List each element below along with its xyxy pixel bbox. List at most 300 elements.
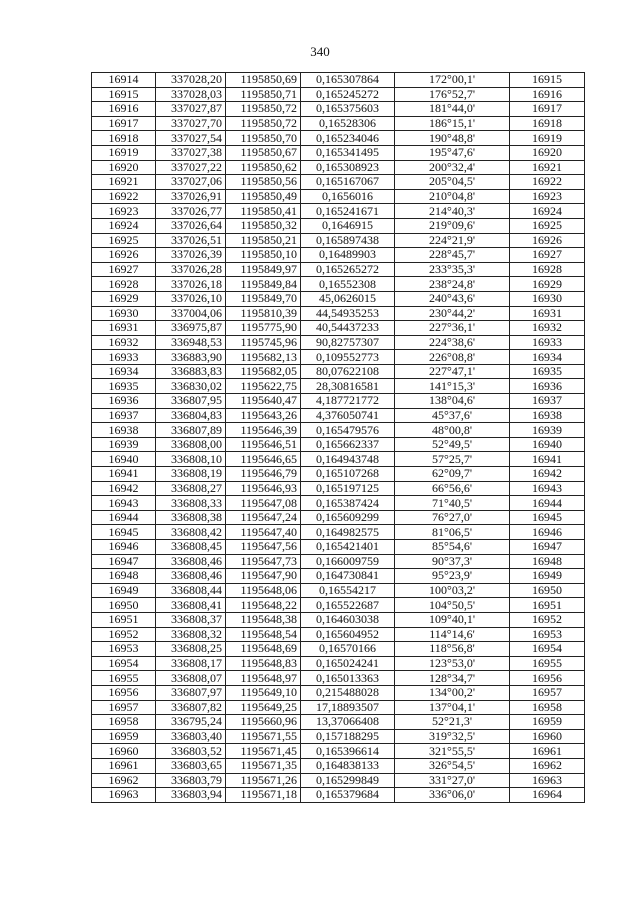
cell-y-coordinate: 1195647,56 — [226, 540, 301, 555]
cell-y-coordinate: 1195646,39 — [226, 423, 301, 438]
cell-distance: 0,166009759 — [301, 554, 395, 569]
cell-bearing: 319°32,5' — [395, 729, 510, 744]
cell-x-coordinate: 337026,64 — [156, 218, 226, 233]
cell-point-id: 16947 — [92, 554, 156, 569]
cell-bearing: 331°27,0' — [395, 773, 510, 788]
cell-next-point-id: 16939 — [510, 423, 585, 438]
cell-distance: 0,165024241 — [301, 656, 395, 671]
cell-bearing: 134°00,2' — [395, 685, 510, 700]
table-row — [92, 481, 585, 496]
cell-next-point-id: 16924 — [510, 204, 585, 219]
table-row — [92, 394, 585, 409]
cell-next-point-id: 16952 — [510, 612, 585, 627]
cell-y-coordinate: 1195671,45 — [226, 744, 301, 759]
cell-next-point-id: 16940 — [510, 437, 585, 452]
cell-next-point-id: 16929 — [510, 277, 585, 292]
cell-y-coordinate: 1195850,67 — [226, 145, 301, 160]
table-row — [92, 744, 585, 759]
cell-y-coordinate: 1195682,05 — [226, 364, 301, 379]
cell-x-coordinate: 337027,54 — [156, 131, 226, 146]
cell-distance: 0,165379684 — [301, 788, 395, 803]
cell-x-coordinate: 337026,28 — [156, 262, 226, 277]
table-row — [92, 335, 585, 350]
cell-bearing: 52°21,3' — [395, 715, 510, 730]
cell-y-coordinate: 1195849,84 — [226, 277, 301, 292]
cell-point-id: 16957 — [92, 700, 156, 715]
cell-next-point-id: 16959 — [510, 715, 585, 730]
cell-next-point-id: 16935 — [510, 364, 585, 379]
cell-next-point-id: 16938 — [510, 408, 585, 423]
cell-distance: 0,165387424 — [301, 496, 395, 511]
cell-point-id: 16942 — [92, 481, 156, 496]
cell-bearing: 81°06,5' — [395, 525, 510, 540]
cell-y-coordinate: 1195648,97 — [226, 671, 301, 686]
cell-next-point-id: 16945 — [510, 510, 585, 525]
cell-y-coordinate: 1195649,10 — [226, 685, 301, 700]
cell-y-coordinate: 1195646,65 — [226, 452, 301, 467]
table-row — [92, 321, 585, 336]
cell-y-coordinate: 1195671,18 — [226, 788, 301, 803]
cell-next-point-id: 16916 — [510, 87, 585, 102]
cell-y-coordinate: 1195850,71 — [226, 87, 301, 102]
cell-point-id: 16945 — [92, 525, 156, 540]
cell-bearing: 336°06,0' — [395, 788, 510, 803]
cell-point-id: 16917 — [92, 116, 156, 131]
cell-point-id: 16943 — [92, 496, 156, 511]
table-row — [92, 467, 585, 482]
cell-point-id: 16955 — [92, 671, 156, 686]
cell-x-coordinate: 336883,90 — [156, 350, 226, 365]
cell-x-coordinate: 336975,87 — [156, 321, 226, 336]
cell-next-point-id: 16934 — [510, 350, 585, 365]
cell-y-coordinate: 1195745,96 — [226, 335, 301, 350]
cell-bearing: 224°21,9' — [395, 233, 510, 248]
page-number: 340 — [310, 44, 330, 59]
cell-point-id: 16923 — [92, 204, 156, 219]
cell-next-point-id: 16918 — [510, 116, 585, 131]
cell-x-coordinate: 336807,95 — [156, 394, 226, 409]
cell-point-id: 16953 — [92, 642, 156, 657]
cell-next-point-id: 16915 — [510, 73, 585, 88]
cell-y-coordinate: 1195648,22 — [226, 598, 301, 613]
cell-x-coordinate: 336803,79 — [156, 773, 226, 788]
table-row — [92, 364, 585, 379]
cell-bearing: 228°45,7' — [395, 248, 510, 263]
table-row — [92, 306, 585, 321]
cell-distance: 0,16554217 — [301, 583, 395, 598]
cell-next-point-id: 16925 — [510, 218, 585, 233]
cell-y-coordinate: 1195850,72 — [226, 102, 301, 117]
cell-next-point-id: 16919 — [510, 131, 585, 146]
cell-y-coordinate: 1195648,69 — [226, 642, 301, 657]
table-row — [92, 729, 585, 744]
cell-point-id: 16937 — [92, 408, 156, 423]
cell-y-coordinate: 1195671,55 — [226, 729, 301, 744]
cell-y-coordinate: 1195640,47 — [226, 394, 301, 409]
cell-x-coordinate: 336803,40 — [156, 729, 226, 744]
cell-y-coordinate: 1195850,21 — [226, 233, 301, 248]
table-row — [92, 248, 585, 263]
cell-bearing: 321°55,5' — [395, 744, 510, 759]
cell-distance: 0,165604952 — [301, 627, 395, 642]
cell-y-coordinate: 1195649,25 — [226, 700, 301, 715]
cell-x-coordinate: 337028,03 — [156, 87, 226, 102]
cell-distance: 0,109552773 — [301, 350, 395, 365]
cell-distance: 0,164982575 — [301, 525, 395, 540]
cell-x-coordinate: 336808,10 — [156, 452, 226, 467]
cell-bearing: 52°49,5' — [395, 437, 510, 452]
cell-distance: 80,07622108 — [301, 364, 395, 379]
cell-x-coordinate: 336795,24 — [156, 715, 226, 730]
table-row — [92, 496, 585, 511]
cell-bearing: 233°35,3' — [395, 262, 510, 277]
cell-point-id: 16916 — [92, 102, 156, 117]
table-row — [92, 379, 585, 394]
cell-next-point-id: 16920 — [510, 145, 585, 160]
cell-distance: 0,16489903 — [301, 248, 395, 263]
cell-x-coordinate: 336808,33 — [156, 496, 226, 511]
cell-x-coordinate: 337027,06 — [156, 175, 226, 190]
cell-point-id: 16959 — [92, 729, 156, 744]
cell-bearing: 210°04,8' — [395, 189, 510, 204]
cell-distance: 0,16552308 — [301, 277, 395, 292]
cell-point-id: 16914 — [92, 73, 156, 88]
cell-bearing: 226°08,8' — [395, 350, 510, 365]
cell-x-coordinate: 337026,10 — [156, 291, 226, 306]
cell-next-point-id: 16931 — [510, 306, 585, 321]
table-row — [92, 598, 585, 613]
table-row — [92, 540, 585, 555]
cell-point-id: 16938 — [92, 423, 156, 438]
table-row — [92, 554, 585, 569]
cell-bearing: 172°00,1' — [395, 73, 510, 88]
cell-point-id: 16962 — [92, 773, 156, 788]
cell-distance: 90,82757307 — [301, 335, 395, 350]
cell-distance: 0,165341495 — [301, 145, 395, 160]
cell-distance: 0,165013363 — [301, 671, 395, 686]
table-row — [92, 233, 585, 248]
cell-point-id: 16924 — [92, 218, 156, 233]
cell-distance: 45,0626015 — [301, 291, 395, 306]
cell-next-point-id: 16956 — [510, 671, 585, 686]
cell-distance: 0,1646915 — [301, 218, 395, 233]
cell-next-point-id: 16954 — [510, 642, 585, 657]
cell-next-point-id: 16937 — [510, 394, 585, 409]
cell-bearing: 100°03,2' — [395, 583, 510, 598]
table-row — [92, 350, 585, 365]
table-body — [92, 73, 585, 803]
cell-distance: 13,37066408 — [301, 715, 395, 730]
cell-bearing: 123°53,0' — [395, 656, 510, 671]
table-row — [92, 656, 585, 671]
cell-point-id: 16956 — [92, 685, 156, 700]
table-row — [92, 423, 585, 438]
cell-distance: 0,165396614 — [301, 744, 395, 759]
table-row — [92, 525, 585, 540]
cell-next-point-id: 16955 — [510, 656, 585, 671]
table-row — [92, 788, 585, 803]
table-row — [92, 408, 585, 423]
cell-point-id: 16929 — [92, 291, 156, 306]
cell-next-point-id: 16921 — [510, 160, 585, 175]
cell-bearing: 57°25,7' — [395, 452, 510, 467]
cell-y-coordinate: 1195850,56 — [226, 175, 301, 190]
cell-y-coordinate: 1195810,39 — [226, 306, 301, 321]
cell-x-coordinate: 337027,70 — [156, 116, 226, 131]
cell-y-coordinate: 1195671,35 — [226, 758, 301, 773]
cell-distance: 0,16570166 — [301, 642, 395, 657]
cell-point-id: 16920 — [92, 160, 156, 175]
cell-distance: 0,165307864 — [301, 73, 395, 88]
cell-y-coordinate: 1195850,62 — [226, 160, 301, 175]
cell-x-coordinate: 336808,07 — [156, 671, 226, 686]
cell-next-point-id: 16926 — [510, 233, 585, 248]
cell-distance: 0,16528306 — [301, 116, 395, 131]
cell-distance: 0,165375603 — [301, 102, 395, 117]
cell-point-id: 16941 — [92, 467, 156, 482]
cell-y-coordinate: 1195622,75 — [226, 379, 301, 394]
cell-x-coordinate: 336803,94 — [156, 788, 226, 803]
table-row — [92, 700, 585, 715]
cell-x-coordinate: 336808,32 — [156, 627, 226, 642]
cell-point-id: 16932 — [92, 335, 156, 350]
cell-next-point-id: 16949 — [510, 569, 585, 584]
cell-distance: 0,165197125 — [301, 481, 395, 496]
cell-distance: 17,18893507 — [301, 700, 395, 715]
cell-y-coordinate: 1195646,79 — [226, 467, 301, 482]
cell-x-coordinate: 337027,87 — [156, 102, 226, 117]
cell-y-coordinate: 1195647,40 — [226, 525, 301, 540]
cell-next-point-id: 16932 — [510, 321, 585, 336]
table-row — [92, 145, 585, 160]
cell-bearing: 195°47,6' — [395, 145, 510, 160]
cell-next-point-id: 16964 — [510, 788, 585, 803]
cell-distance: 0,165299849 — [301, 773, 395, 788]
cell-point-id: 16927 — [92, 262, 156, 277]
cell-bearing: 176°52,7' — [395, 87, 510, 102]
cell-bearing: 238°24,8' — [395, 277, 510, 292]
cell-x-coordinate: 336808,45 — [156, 540, 226, 555]
cell-bearing: 141°15,3' — [395, 379, 510, 394]
cell-point-id: 16952 — [92, 627, 156, 642]
cell-distance: 0,165522687 — [301, 598, 395, 613]
cell-y-coordinate: 1195850,32 — [226, 218, 301, 233]
cell-y-coordinate: 1195671,26 — [226, 773, 301, 788]
cell-point-id: 16935 — [92, 379, 156, 394]
cell-x-coordinate: 336808,19 — [156, 467, 226, 482]
cell-point-id: 16944 — [92, 510, 156, 525]
table-row — [92, 131, 585, 146]
cell-next-point-id: 16944 — [510, 496, 585, 511]
cell-bearing: 109°40,1' — [395, 612, 510, 627]
cell-point-id: 16954 — [92, 656, 156, 671]
cell-bearing: 224°38,6' — [395, 335, 510, 350]
cell-bearing: 71°40,5' — [395, 496, 510, 511]
cell-y-coordinate: 1195648,06 — [226, 583, 301, 598]
cell-bearing: 326°54,5' — [395, 758, 510, 773]
cell-x-coordinate: 337026,77 — [156, 204, 226, 219]
cell-point-id: 16948 — [92, 569, 156, 584]
cell-distance: 0,165265272 — [301, 262, 395, 277]
cell-bearing: 118°56,8' — [395, 642, 510, 657]
cell-distance: 0,165609299 — [301, 510, 395, 525]
cell-x-coordinate: 337026,51 — [156, 233, 226, 248]
cell-point-id: 16918 — [92, 131, 156, 146]
cell-distance: 0,164603038 — [301, 612, 395, 627]
cell-x-coordinate: 336830,02 — [156, 379, 226, 394]
cell-x-coordinate: 336808,27 — [156, 481, 226, 496]
table-row — [92, 218, 585, 233]
cell-distance: 0,165421401 — [301, 540, 395, 555]
cell-bearing: 66°56,6' — [395, 481, 510, 496]
cell-bearing: 48°00,8' — [395, 423, 510, 438]
table-row — [92, 452, 585, 467]
cell-bearing: 104°50,5' — [395, 598, 510, 613]
cell-point-id: 16930 — [92, 306, 156, 321]
table-row — [92, 627, 585, 642]
cell-y-coordinate: 1195647,24 — [226, 510, 301, 525]
cell-point-id: 16949 — [92, 583, 156, 598]
cell-distance: 0,165308923 — [301, 160, 395, 175]
table-row — [92, 204, 585, 219]
cell-point-id: 16936 — [92, 394, 156, 409]
table-row — [92, 189, 585, 204]
table-row — [92, 671, 585, 686]
cell-x-coordinate: 337026,18 — [156, 277, 226, 292]
cell-distance: 40,54437233 — [301, 321, 395, 336]
table-row — [92, 160, 585, 175]
cell-next-point-id: 16927 — [510, 248, 585, 263]
cell-distance: 0,165897438 — [301, 233, 395, 248]
cell-y-coordinate: 1195850,70 — [226, 131, 301, 146]
cell-x-coordinate: 336803,52 — [156, 744, 226, 759]
cell-y-coordinate: 1195648,38 — [226, 612, 301, 627]
cell-x-coordinate: 336948,53 — [156, 335, 226, 350]
cell-point-id: 16921 — [92, 175, 156, 190]
cell-y-coordinate: 1195646,93 — [226, 481, 301, 496]
cell-distance: 0,215488028 — [301, 685, 395, 700]
cell-bearing: 227°36,1' — [395, 321, 510, 336]
cell-bearing: 76°27,0' — [395, 510, 510, 525]
cell-distance: 0,164943748 — [301, 452, 395, 467]
cell-distance: 0,165479576 — [301, 423, 395, 438]
cell-distance: 0,157188295 — [301, 729, 395, 744]
cell-point-id: 16919 — [92, 145, 156, 160]
table-row — [92, 612, 585, 627]
cell-point-id: 16922 — [92, 189, 156, 204]
table-row — [92, 642, 585, 657]
cell-bearing: 128°34,7' — [395, 671, 510, 686]
cell-x-coordinate: 336808,42 — [156, 525, 226, 540]
cell-x-coordinate: 336808,46 — [156, 554, 226, 569]
cell-next-point-id: 16942 — [510, 467, 585, 482]
cell-bearing: 200°32,4' — [395, 160, 510, 175]
cell-y-coordinate: 1195647,73 — [226, 554, 301, 569]
cell-point-id: 16926 — [92, 248, 156, 263]
cell-distance: 0,1656016 — [301, 189, 395, 204]
cell-bearing: 214°40,3' — [395, 204, 510, 219]
cell-x-coordinate: 336804,83 — [156, 408, 226, 423]
cell-bearing: 62°09,7' — [395, 467, 510, 482]
cell-next-point-id: 16930 — [510, 291, 585, 306]
cell-point-id: 16958 — [92, 715, 156, 730]
table-row — [92, 569, 585, 584]
cell-x-coordinate: 337028,20 — [156, 73, 226, 88]
cell-distance: 0,165234046 — [301, 131, 395, 146]
cell-point-id: 16925 — [92, 233, 156, 248]
cell-bearing: 114°14,6' — [395, 627, 510, 642]
cell-y-coordinate: 1195850,41 — [226, 204, 301, 219]
cell-bearing: 45°37,6' — [395, 408, 510, 423]
cell-y-coordinate: 1195849,70 — [226, 291, 301, 306]
cell-next-point-id: 16947 — [510, 540, 585, 555]
cell-y-coordinate: 1195850,72 — [226, 116, 301, 131]
cell-next-point-id: 16957 — [510, 685, 585, 700]
table-row — [92, 685, 585, 700]
cell-next-point-id: 16943 — [510, 481, 585, 496]
cell-bearing: 205°04,5' — [395, 175, 510, 190]
cell-bearing: 137°04,1' — [395, 700, 510, 715]
cell-x-coordinate: 336807,97 — [156, 685, 226, 700]
table-row — [92, 437, 585, 452]
cell-point-id: 16950 — [92, 598, 156, 613]
cell-point-id: 16946 — [92, 540, 156, 555]
cell-next-point-id: 16948 — [510, 554, 585, 569]
cell-point-id: 16939 — [92, 437, 156, 452]
cell-x-coordinate: 337004,06 — [156, 306, 226, 321]
cell-point-id: 16931 — [92, 321, 156, 336]
cell-distance: 0,164838133 — [301, 758, 395, 773]
cell-next-point-id: 16917 — [510, 102, 585, 117]
cell-next-point-id: 16946 — [510, 525, 585, 540]
cell-point-id: 16933 — [92, 350, 156, 365]
table-row — [92, 510, 585, 525]
table-row — [92, 87, 585, 102]
table-row — [92, 73, 585, 88]
cell-x-coordinate: 336807,82 — [156, 700, 226, 715]
cell-x-coordinate: 336883,83 — [156, 364, 226, 379]
table-row — [92, 291, 585, 306]
cell-x-coordinate: 336807,89 — [156, 423, 226, 438]
table-row — [92, 175, 585, 190]
cell-point-id: 16928 — [92, 277, 156, 292]
cell-y-coordinate: 1195648,83 — [226, 656, 301, 671]
cell-y-coordinate: 1195850,69 — [226, 73, 301, 88]
cell-next-point-id: 16961 — [510, 744, 585, 759]
table-row — [92, 758, 585, 773]
cell-distance: 44,54935253 — [301, 306, 395, 321]
cell-next-point-id: 16950 — [510, 583, 585, 598]
cell-x-coordinate: 337027,38 — [156, 145, 226, 160]
cell-next-point-id: 16923 — [510, 189, 585, 204]
cell-y-coordinate: 1195647,08 — [226, 496, 301, 511]
cell-point-id: 16951 — [92, 612, 156, 627]
cell-next-point-id: 16933 — [510, 335, 585, 350]
cell-y-coordinate: 1195648,54 — [226, 627, 301, 642]
table-row — [92, 773, 585, 788]
cell-x-coordinate: 336803,65 — [156, 758, 226, 773]
cell-bearing: 190°48,8' — [395, 131, 510, 146]
cell-y-coordinate: 1195775,90 — [226, 321, 301, 336]
cell-bearing: 240°43,6' — [395, 291, 510, 306]
cell-bearing: 219°09,6' — [395, 218, 510, 233]
cell-distance: 0,165662337 — [301, 437, 395, 452]
table-row — [92, 277, 585, 292]
cell-next-point-id: 16958 — [510, 700, 585, 715]
cell-distance: 0,165167067 — [301, 175, 395, 190]
cell-x-coordinate: 336808,00 — [156, 437, 226, 452]
cell-y-coordinate: 1195660,96 — [226, 715, 301, 730]
